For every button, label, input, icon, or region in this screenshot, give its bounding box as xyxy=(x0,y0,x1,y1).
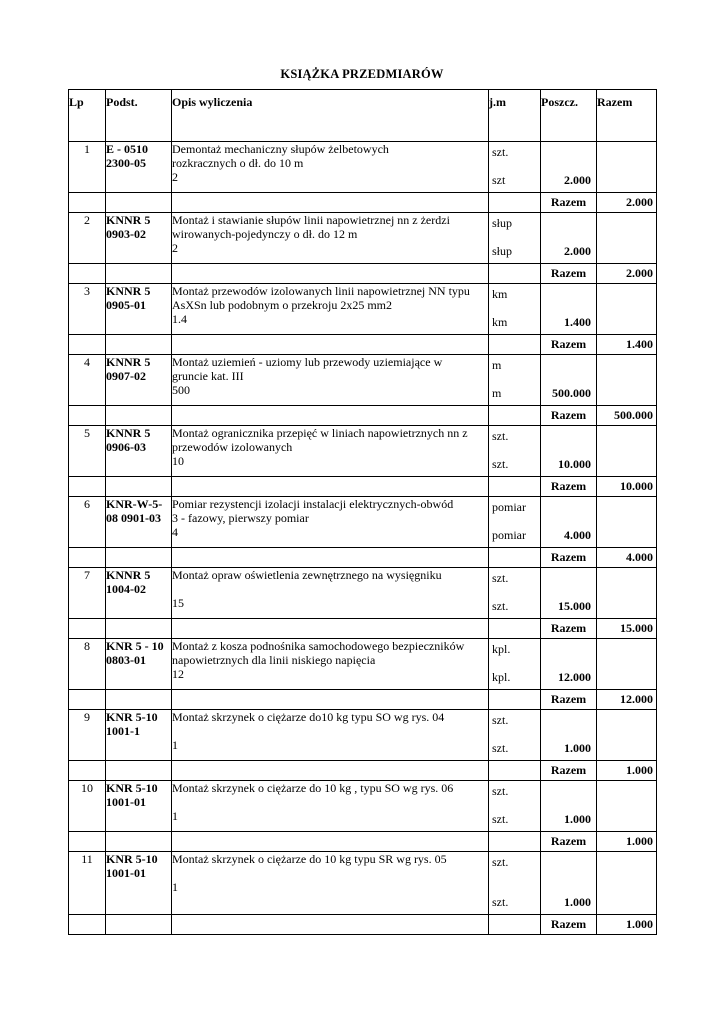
empty-cell xyxy=(69,915,106,935)
sum-total: 1.400 xyxy=(597,335,657,355)
sum-row xyxy=(69,619,657,639)
unit-cell xyxy=(489,568,541,619)
item-description xyxy=(172,355,489,406)
empty-cell xyxy=(172,832,489,852)
description-line xyxy=(172,795,488,809)
empty-cell xyxy=(597,284,657,335)
norm-code-line: 08 0901-03 xyxy=(106,511,161,525)
unit-label-quantity: m xyxy=(492,386,502,400)
unit-label: szt. xyxy=(492,571,509,585)
unit-cell xyxy=(489,497,541,548)
empty-cell xyxy=(489,619,541,639)
norm-code-line: 1001-01 xyxy=(106,866,146,880)
empty-cell xyxy=(69,406,106,426)
empty-cell xyxy=(69,335,106,355)
empty-cell xyxy=(597,497,657,548)
description-line: Montaż ogranicznika przepięć w liniach napowietrznych nn z xyxy=(172,426,468,440)
table-row xyxy=(69,497,657,548)
sum-row xyxy=(69,915,657,935)
empty-cell xyxy=(489,406,541,426)
empty-cell xyxy=(106,761,172,781)
unit-label-quantity: km xyxy=(492,315,508,329)
item-description xyxy=(172,852,489,915)
description-line: 1 xyxy=(172,880,178,894)
description-line: wirowanych-pojedynczy o dł. do 12 m xyxy=(172,227,358,241)
header-jm: j.m xyxy=(489,90,541,142)
norm-code-line: 0907-02 xyxy=(106,369,146,383)
norm-code-line: KNR 5-10 xyxy=(106,710,158,724)
unit-label: słup xyxy=(492,216,513,230)
norm-code-line: 2300-05 xyxy=(106,156,146,170)
norm-code xyxy=(106,284,172,335)
partial-quantity xyxy=(541,142,597,193)
empty-cell xyxy=(106,619,172,639)
sum-row xyxy=(69,406,657,426)
table-row xyxy=(69,710,657,761)
unit-label-quantity: kpl. xyxy=(492,670,511,684)
partial-quantity xyxy=(541,710,597,761)
description-line: Montaż skrzynek o ciężarze do 10 kg , typu SO wg rys. 06 xyxy=(172,781,454,795)
item-description xyxy=(172,497,489,548)
unit-label-quantity: szt. xyxy=(492,457,509,471)
norm-code-line: 0905-01 xyxy=(106,298,146,312)
empty-cell xyxy=(69,477,106,497)
description-line: gruncie kat. III xyxy=(172,369,244,383)
header-row xyxy=(69,90,657,142)
sum-row xyxy=(69,193,657,213)
sum-label: Razem xyxy=(541,690,597,710)
empty-cell xyxy=(489,264,541,284)
partial-quantity-value: 12.000 xyxy=(558,670,591,684)
empty-cell xyxy=(172,690,489,710)
unit-label: szt. xyxy=(492,784,509,798)
partial-quantity xyxy=(541,852,597,915)
header-razem: Razem xyxy=(597,90,657,142)
empty-cell xyxy=(106,264,172,284)
norm-code xyxy=(106,213,172,264)
sum-label: Razem xyxy=(541,548,597,568)
partial-quantity-value: 15.000 xyxy=(558,599,591,613)
empty-cell xyxy=(597,426,657,477)
table-row xyxy=(69,426,657,477)
empty-cell xyxy=(489,915,541,935)
empty-cell xyxy=(172,548,489,568)
sum-total: 1.000 xyxy=(597,915,657,935)
sum-label: Razem xyxy=(541,193,597,213)
description-line: napowietrznych dla linii niskiego napięcia xyxy=(172,653,376,667)
sum-label: Razem xyxy=(541,264,597,284)
sum-row xyxy=(69,264,657,284)
empty-cell xyxy=(69,264,106,284)
item-description xyxy=(172,284,489,335)
norm-code-line: E - 0510 xyxy=(106,142,148,156)
table-row xyxy=(69,568,657,619)
quantity-table xyxy=(68,89,657,935)
empty-cell xyxy=(106,335,172,355)
sum-total: 10.000 xyxy=(597,477,657,497)
row-number: 9 xyxy=(69,710,106,761)
partial-quantity-value: 1.400 xyxy=(564,315,591,329)
partial-quantity xyxy=(541,568,597,619)
item-description xyxy=(172,213,489,264)
description-line: 2 xyxy=(172,170,178,184)
empty-cell xyxy=(597,355,657,406)
norm-code-line: 1001-01 xyxy=(106,795,146,809)
table-row xyxy=(69,852,657,915)
empty-cell xyxy=(172,761,489,781)
description-line: Montaż uziemień - uziomy lub przewody uziemiające w xyxy=(172,355,443,369)
row-number: 3 xyxy=(69,284,106,335)
norm-code xyxy=(106,568,172,619)
table-row xyxy=(69,284,657,335)
description-line: 10 xyxy=(172,454,184,468)
norm-code xyxy=(106,852,172,915)
empty-cell xyxy=(106,406,172,426)
empty-cell xyxy=(172,264,489,284)
norm-code-line: 1001-1 xyxy=(106,724,140,738)
header-poszcz: Poszcz. xyxy=(541,90,597,142)
sum-label: Razem xyxy=(541,619,597,639)
norm-code-line: KNNR 5 xyxy=(106,284,151,298)
item-description xyxy=(172,781,489,832)
empty-cell xyxy=(172,915,489,935)
sum-row xyxy=(69,335,657,355)
unit-label: szt. xyxy=(492,855,509,869)
empty-cell xyxy=(172,193,489,213)
empty-cell xyxy=(69,619,106,639)
sum-total: 1.000 xyxy=(597,832,657,852)
unit-cell xyxy=(489,852,541,915)
unit-label: szt. xyxy=(492,429,509,443)
description-line: 3 - fazowy, pierwszy pomiar xyxy=(172,511,309,525)
empty-cell xyxy=(597,213,657,264)
empty-cell xyxy=(106,193,172,213)
row-number: 7 xyxy=(69,568,106,619)
unit-label: szt. xyxy=(492,713,509,727)
partial-quantity-value: 1.000 xyxy=(564,812,591,826)
partial-quantity xyxy=(541,355,597,406)
partial-quantity-value: 2.000 xyxy=(564,173,591,187)
description-line: 1.4 xyxy=(172,312,187,326)
table-row xyxy=(69,781,657,832)
row-number: 1 xyxy=(69,142,106,193)
empty-cell xyxy=(489,548,541,568)
empty-cell xyxy=(106,477,172,497)
partial-quantity xyxy=(541,639,597,690)
row-number: 2 xyxy=(69,213,106,264)
unit-label: szt. xyxy=(492,145,509,159)
description-line: rozkracznych o dł. do 10 m xyxy=(172,156,304,170)
norm-code-line: KNNR 5 xyxy=(106,213,151,227)
empty-cell xyxy=(106,548,172,568)
norm-code-line: KNNR 5 xyxy=(106,426,151,440)
sum-label: Razem xyxy=(541,477,597,497)
item-description xyxy=(172,426,489,477)
unit-label-quantity: szt. xyxy=(492,599,509,613)
unit-cell xyxy=(489,710,541,761)
norm-code-line: KNR 5 - 10 xyxy=(106,639,164,653)
unit-label: kpl. xyxy=(492,642,511,656)
empty-cell xyxy=(69,193,106,213)
unit-label-quantity: słup xyxy=(492,244,513,258)
empty-cell xyxy=(69,761,106,781)
sum-total: 1.000 xyxy=(597,761,657,781)
document-title: KSIĄŻKA PRZEDMIARÓW xyxy=(280,67,444,81)
empty-cell xyxy=(489,832,541,852)
sum-total: 4.000 xyxy=(597,548,657,568)
unit-label-quantity: szt xyxy=(492,173,506,187)
norm-code-line: KNR 5-10 xyxy=(106,781,158,795)
description-line: Montaż skrzynek o ciężarze do 10 kg typu SR wg rys. 05 xyxy=(172,852,447,866)
norm-code-line: KNR 5-10 xyxy=(106,852,158,866)
empty-cell xyxy=(597,639,657,690)
norm-code-line: KNNR 5 xyxy=(106,355,151,369)
row-number: 6 xyxy=(69,497,106,548)
description-line: 4 xyxy=(172,525,178,539)
sum-total: 2.000 xyxy=(597,264,657,284)
header-podst: Podst. xyxy=(106,90,172,142)
partial-quantity xyxy=(541,426,597,477)
table-row xyxy=(69,213,657,264)
row-number: 5 xyxy=(69,426,106,477)
description-line: 2 xyxy=(172,241,178,255)
partial-quantity-value: 1.000 xyxy=(564,895,591,909)
sum-row xyxy=(69,761,657,781)
sum-total: 500.000 xyxy=(597,406,657,426)
row-number: 11 xyxy=(69,852,106,915)
partial-quantity-value: 4.000 xyxy=(564,528,591,542)
empty-cell xyxy=(597,568,657,619)
description-line: Montaż opraw oświetlenia zewnętrznego na wysięgniku xyxy=(172,568,442,582)
header-lp: Lp xyxy=(69,90,106,142)
description-line: 500 xyxy=(172,383,190,397)
description-line xyxy=(172,866,488,880)
empty-cell xyxy=(106,690,172,710)
sum-label: Razem xyxy=(541,915,597,935)
empty-cell xyxy=(489,193,541,213)
header-opis: Opis wyliczenia xyxy=(172,90,489,142)
table-row xyxy=(69,142,657,193)
description-line xyxy=(172,724,488,738)
unit-cell xyxy=(489,284,541,335)
empty-cell xyxy=(597,781,657,832)
partial-quantity xyxy=(541,284,597,335)
description-line: Montaż i stawianie słupów linii napowietrznej nn z żerdzi xyxy=(172,213,450,227)
sum-row xyxy=(69,832,657,852)
description-line: Demontaż mechaniczny słupów żelbetowych xyxy=(172,142,389,156)
unit-cell xyxy=(489,639,541,690)
norm-code-line: KNR-W-5- xyxy=(106,497,163,511)
empty-cell xyxy=(172,335,489,355)
empty-cell xyxy=(172,619,489,639)
norm-code-line: 0803-01 xyxy=(106,653,146,667)
norm-code-line: 0906-03 xyxy=(106,440,146,454)
sum-total: 2.000 xyxy=(597,193,657,213)
empty-cell xyxy=(69,548,106,568)
norm-code-line: 0903-02 xyxy=(106,227,146,241)
unit-label: km xyxy=(492,287,508,301)
sum-row xyxy=(69,548,657,568)
unit-label-quantity: szt. xyxy=(492,895,509,909)
description-line: 15 xyxy=(172,596,184,610)
description-line: przewodów izolowanych xyxy=(172,440,293,454)
empty-cell xyxy=(106,915,172,935)
item-description xyxy=(172,568,489,619)
empty-cell xyxy=(69,832,106,852)
sum-label: Razem xyxy=(541,761,597,781)
norm-code xyxy=(106,497,172,548)
unit-label-quantity: szt. xyxy=(492,741,509,755)
norm-code xyxy=(106,781,172,832)
item-description xyxy=(172,710,489,761)
norm-code xyxy=(106,426,172,477)
sum-label: Razem xyxy=(541,335,597,355)
description-line: AsXSn lub podobnym o przekroju 2x25 mm2 xyxy=(172,298,392,312)
empty-cell xyxy=(489,477,541,497)
norm-code xyxy=(106,710,172,761)
description-line: 12 xyxy=(172,667,184,681)
empty-cell xyxy=(489,690,541,710)
empty-cell xyxy=(597,710,657,761)
sum-row xyxy=(69,690,657,710)
description-line xyxy=(172,582,488,596)
empty-cell xyxy=(489,761,541,781)
unit-label-quantity: pomiar xyxy=(492,528,526,542)
unit-label: m xyxy=(492,358,502,372)
sum-label: Razem xyxy=(541,406,597,426)
sum-row xyxy=(69,477,657,497)
description-line: Montaż skrzynek o ciężarze do10 kg typu SO wg rys. 04 xyxy=(172,710,445,724)
unit-label-quantity: szt. xyxy=(492,812,509,826)
item-description xyxy=(172,639,489,690)
row-number: 8 xyxy=(69,639,106,690)
unit-cell xyxy=(489,781,541,832)
sum-total: 15.000 xyxy=(597,619,657,639)
table-row xyxy=(69,355,657,406)
norm-code xyxy=(106,142,172,193)
partial-quantity xyxy=(541,781,597,832)
empty-cell xyxy=(597,142,657,193)
empty-cell xyxy=(597,852,657,915)
empty-cell xyxy=(489,335,541,355)
norm-code xyxy=(106,355,172,406)
empty-cell xyxy=(106,832,172,852)
empty-cell xyxy=(172,406,489,426)
unit-cell xyxy=(489,426,541,477)
unit-cell xyxy=(489,213,541,264)
unit-label: pomiar xyxy=(492,500,526,514)
norm-code-line: KNNR 5 xyxy=(106,568,151,582)
row-number: 4 xyxy=(69,355,106,406)
row-number: 10 xyxy=(69,781,106,832)
sum-total: 12.000 xyxy=(597,690,657,710)
norm-code xyxy=(106,639,172,690)
item-description xyxy=(172,142,489,193)
partial-quantity-value: 10.000 xyxy=(558,457,591,471)
table-row xyxy=(69,639,657,690)
partial-quantity-value: 1.000 xyxy=(564,741,591,755)
description-line: Pomiar rezystencji izolacji instalacji elektrycznych-obwód xyxy=(172,497,454,511)
description-line: 1 xyxy=(172,738,178,752)
description-line: Montaż z kosza podnośnika samochodowego bezpieczników xyxy=(172,639,465,653)
empty-cell xyxy=(172,477,489,497)
partial-quantity-value: 2.000 xyxy=(564,244,591,258)
partial-quantity xyxy=(541,497,597,548)
partial-quantity-value: 500.000 xyxy=(552,386,591,400)
norm-code-line: 1004-02 xyxy=(106,582,146,596)
partial-quantity xyxy=(541,213,597,264)
description-line: Montaż przewodów izolowanych linii napowietrznej NN typu xyxy=(172,284,470,298)
empty-cell xyxy=(69,690,106,710)
sum-label: Razem xyxy=(541,832,597,852)
description-line: 1 xyxy=(172,809,178,823)
unit-cell xyxy=(489,355,541,406)
unit-cell xyxy=(489,142,541,193)
